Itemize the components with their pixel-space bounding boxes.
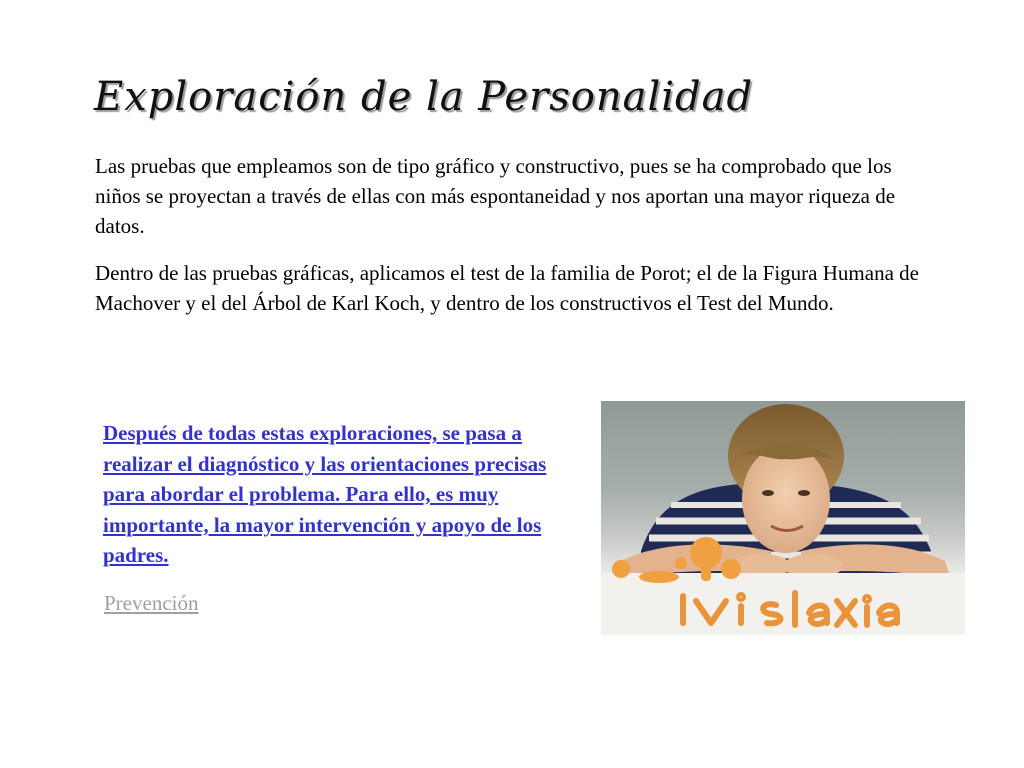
diagnosis-link[interactable]: Después de todas estas exploraciones, se pasa a realizar el diagnóstico y las orientaciones precisas para abordar el problema. Para ello, es muy importante, la mayor intervención y apoyo de los padres. xyxy=(103,421,547,567)
paragraph-graphic-tests: Las pruebas que empleamos son de tipo gráfico y constructivo, pues se ha comprobado que los niños se proyectan a través de ellas con más espontaneidad y nos aportan una mayor riqueza de datos. xyxy=(95,154,896,238)
paragraph-test-list: Dentro de las pruebas gráficas, aplicamos el test de la familia de Porot; el de la Figura Humana de Machover y el del Árbol de Karl Koch, y dentro de los constructivos el Test del Mundo. xyxy=(95,261,919,315)
child-illustration xyxy=(601,401,965,635)
page-title: Exploración de la Personalidad xyxy=(94,74,754,120)
prevention-link[interactable]: Prevención xyxy=(104,591,199,615)
face xyxy=(742,445,830,553)
child-photo xyxy=(601,401,965,635)
